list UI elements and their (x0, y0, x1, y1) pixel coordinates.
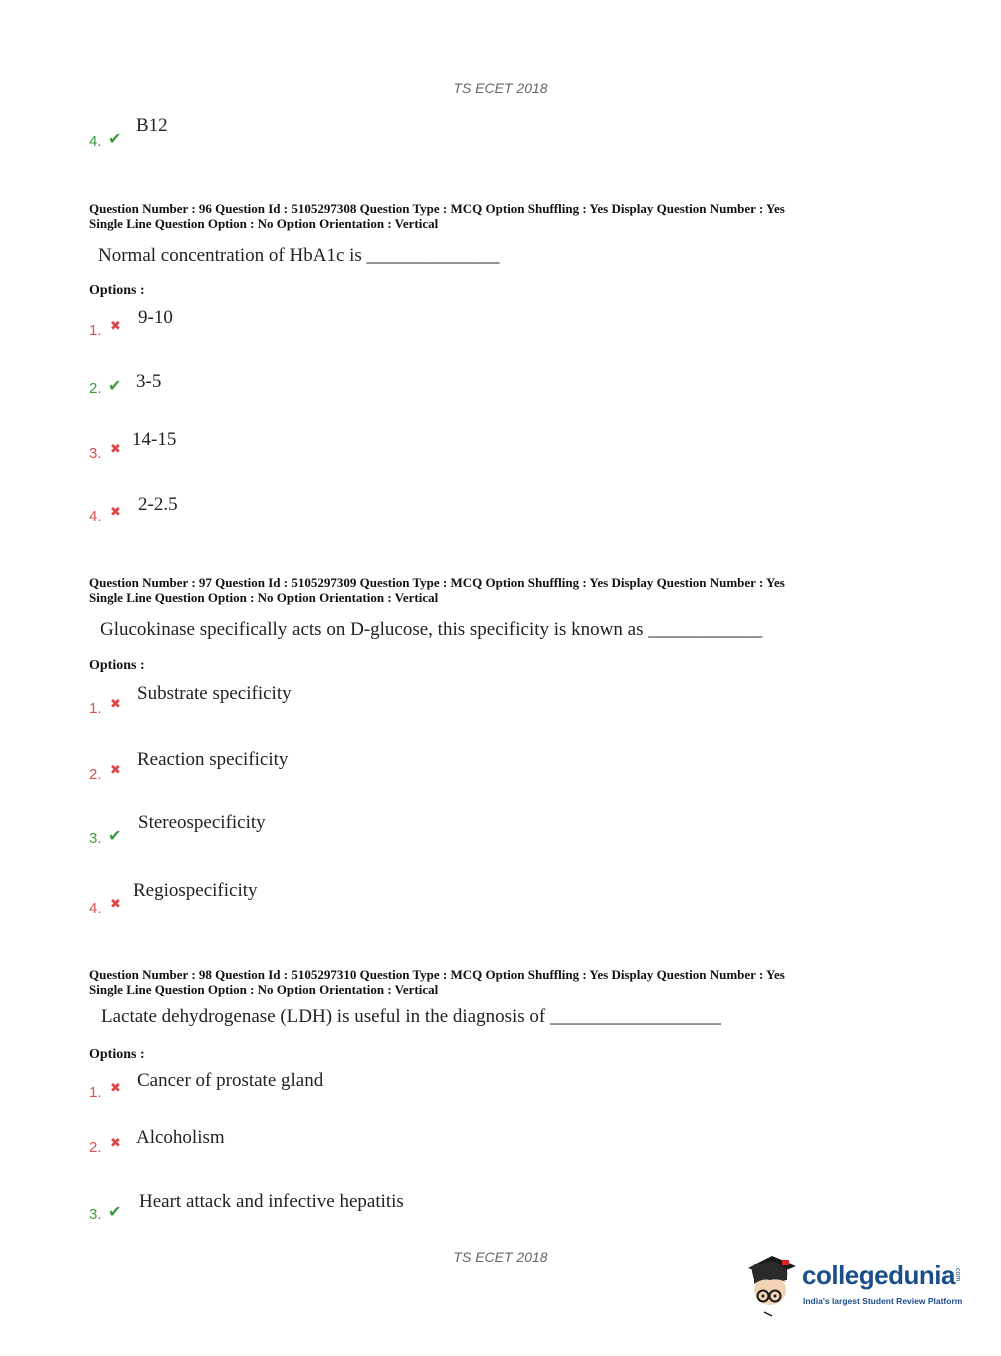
option-number: 1. (89, 1084, 102, 1101)
page-footer: TS ECET 2018 (453, 1249, 548, 1265)
cross-icon: ✖ (110, 442, 121, 457)
meta-line: Single Line Question Option : No Option Orientation : Vertical (89, 589, 439, 605)
option-text: Cancer of prostate gland (137, 1070, 324, 1091)
cross-icon: ✖ (110, 697, 121, 712)
check-icon: ✔ (108, 129, 122, 148)
option-number: 1. (89, 700, 102, 717)
meta-line: Single Line Question Option : No Option Orientation : Vertical (89, 981, 439, 997)
logo-suffix: .com (954, 1266, 961, 1282)
option-number: 4. (89, 900, 102, 917)
page-header: TS ECET 2018 (453, 80, 548, 96)
option-number: 2. (89, 380, 102, 397)
options-label: Options : (89, 658, 145, 673)
meta-line: Single Line Question Option : No Option Orientation : Vertical (89, 215, 439, 231)
cross-icon: ✖ (110, 505, 121, 520)
question-meta (89, 968, 919, 997)
option-text: Substrate specificity (137, 683, 292, 704)
mascot-icon (742, 1250, 802, 1320)
cross-icon: ✖ (110, 897, 121, 912)
check-icon: ✔ (108, 1202, 122, 1221)
cross-icon: ✖ (110, 1136, 121, 1151)
option-text: Heart attack and infective hepatitis (139, 1191, 404, 1212)
option-number: 3. (89, 1206, 102, 1223)
question-text: Glucokinase specifically acts on D-glucose, this specificity is known as ____________ (100, 619, 763, 640)
options-label: Options : (89, 1047, 145, 1062)
option-number: 4. (89, 508, 102, 525)
option-number: 2. (89, 1139, 102, 1156)
check-icon: ✔ (108, 376, 122, 395)
option-text: Alcoholism (136, 1127, 225, 1148)
option-number: 2. (89, 766, 102, 783)
options-label: Options : (89, 283, 145, 298)
meta-line: Question Number : 96 Question Id : 5105297308 Question Type : MCQ Option Shuffling : Yes Display Question Number : Yes (89, 201, 785, 216)
question-meta (89, 202, 919, 231)
collegedunia-logo (742, 1250, 972, 1320)
option-text: 3-5 (136, 371, 162, 392)
option-text: Reaction specificity (137, 749, 289, 770)
cross-icon: ✖ (110, 763, 121, 778)
check-icon: ✔ (108, 826, 122, 845)
question-text: Normal concentration of HbA1c is ______________ (98, 245, 500, 266)
cross-icon: ✖ (110, 319, 121, 334)
cross-icon: ✖ (110, 1081, 121, 1096)
logo-wordmark: collegedunia (802, 1260, 955, 1290)
option-text: Regiospecificity (133, 880, 258, 901)
meta-line: Question Number : 97 Question Id : 5105297309 Question Type : MCQ Option Shuffling : Yes Display Question Number : Yes (89, 575, 785, 590)
option-text: Stereospecificity (138, 812, 266, 833)
option-text: B12 (136, 115, 168, 136)
logo-tagline: India's largest Student Review Platform (803, 1296, 963, 1306)
option-text: 2-2.5 (138, 494, 178, 515)
option-text: 9-10 (138, 307, 173, 328)
meta-line: Question Number : 98 Question Id : 5105297310 Question Type : MCQ Option Shuffling : Yes Display Question Number : Yes (89, 967, 785, 982)
option-number: 1. (89, 322, 102, 339)
option-number: 3. (89, 830, 102, 847)
option-number: 3. (89, 445, 102, 462)
question-text: Lactate dehydrogenase (LDH) is useful in the diagnosis of __________________ (101, 1006, 722, 1027)
question-meta (89, 576, 919, 605)
option-text: 14-15 (132, 429, 177, 450)
option-number: 4. (89, 133, 102, 150)
